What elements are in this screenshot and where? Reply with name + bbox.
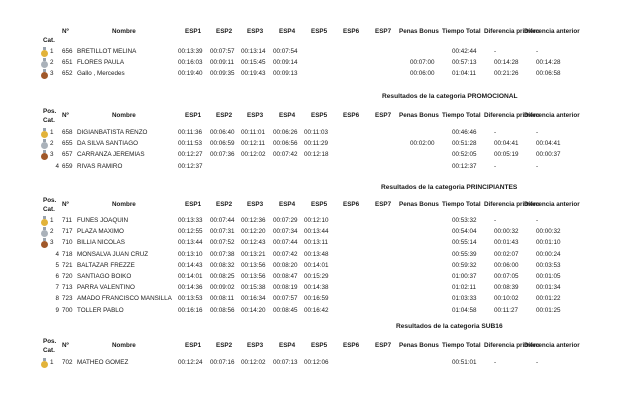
bronze-medal-icon xyxy=(41,69,48,79)
stage-time-esp5: 00:13:11 xyxy=(304,239,329,247)
total-time: 00:55:39 xyxy=(452,250,477,258)
header-dif-primero: Diferencia primero xyxy=(484,342,540,349)
header-esp6: ESP6 xyxy=(343,201,360,208)
stage-time-esp2: 00:07:16 xyxy=(210,359,235,366)
table-row xyxy=(0,70,620,81)
stage-time-esp4: 00:08:19 xyxy=(273,284,298,292)
position: 2 xyxy=(50,140,54,148)
header-esp5: ESP5 xyxy=(311,342,328,349)
rider-name: PLAZA MAXIMO xyxy=(77,228,124,236)
stage-time-esp2: 00:09:11 xyxy=(210,59,235,67)
stage-time-esp5: 00:16:59 xyxy=(304,295,329,303)
table-row xyxy=(0,284,620,295)
stage-time-esp1: 00:14:36 xyxy=(178,284,203,292)
bib-number: 721 xyxy=(62,261,73,269)
stage-time-esp5: 00:15:29 xyxy=(304,273,329,280)
bib-number: 652 xyxy=(62,70,73,78)
bronze-medal-icon xyxy=(41,150,48,160)
header-esp5: ESP5 xyxy=(311,28,328,35)
gap-previous: 00:00:24 xyxy=(536,250,561,258)
stage-time-esp4: 00:06:56 xyxy=(273,140,298,148)
gap-previous: 00:04:41 xyxy=(536,140,561,148)
table-row xyxy=(0,307,620,318)
position: 3 xyxy=(50,70,54,78)
gap-previous: 00:01:10 xyxy=(536,239,561,247)
silver-medal-icon xyxy=(41,139,48,149)
stage-time-esp1: 00:12:37 xyxy=(178,162,203,170)
header-esp3: ESP3 xyxy=(247,201,264,208)
stage-time-esp1: 00:12:24 xyxy=(178,359,203,366)
gap-previous: 00:00:37 xyxy=(536,151,561,159)
stage-time-esp5: 00:11:29 xyxy=(304,140,329,148)
bib-number: 717 xyxy=(62,228,73,236)
bib-number: 655 xyxy=(62,140,73,148)
stage-time-esp4: 00:08:20 xyxy=(273,261,298,269)
table-row xyxy=(0,228,620,239)
gold-medal-icon xyxy=(41,216,48,226)
penalty-bonus: 00:06:00 xyxy=(410,70,435,78)
stage-time-esp1: 00:16:03 xyxy=(178,59,203,67)
header-num: Nº xyxy=(62,112,69,119)
stage-time-esp2: 00:08:25 xyxy=(210,273,235,280)
header-esp4: ESP4 xyxy=(279,201,296,208)
gap-first: 00:21:26 xyxy=(494,70,519,78)
penalty-bonus: 00:02:00 xyxy=(410,140,435,148)
stage-time-esp2: 00:07:38 xyxy=(210,250,235,258)
stage-time-esp4: 00:07:57 xyxy=(273,295,298,303)
table-row xyxy=(0,48,620,59)
stage-time-esp5: 00:14:01 xyxy=(304,261,329,269)
bib-number: 718 xyxy=(62,250,73,258)
silver-medal-icon xyxy=(41,58,48,68)
total-time: 01:03:33 xyxy=(452,295,477,303)
stage-time-esp5: 00:14:38 xyxy=(304,284,329,292)
bib-number: 713 xyxy=(62,284,73,292)
bib-number: 700 xyxy=(62,306,73,314)
stage-time-esp2: 00:06:59 xyxy=(210,140,235,148)
gap-previous: - xyxy=(536,48,539,55)
header-esp1: ESP1 xyxy=(185,201,202,208)
total-time: 00:53:32 xyxy=(452,217,477,224)
header-esp6: ESP6 xyxy=(343,112,360,119)
header-pos-cat: Pos. Cat. xyxy=(43,338,57,354)
header-total: Tiempo Total xyxy=(442,112,481,119)
total-time: 01:00:37 xyxy=(452,273,477,280)
header-dif-anterior: Diferencia anterior xyxy=(524,201,580,208)
total-time: 00:46:46 xyxy=(452,129,477,136)
stage-time-esp4: 00:08:47 xyxy=(273,273,298,280)
stage-time-esp2: 00:06:40 xyxy=(210,129,235,136)
category-title: Resultados de la categoria PROMOCIONAL xyxy=(382,93,518,100)
total-time: 01:04:58 xyxy=(452,306,477,314)
total-time: 00:52:05 xyxy=(452,151,477,159)
table-row xyxy=(0,251,620,262)
position: 3 xyxy=(50,151,54,159)
total-time: 01:04:11 xyxy=(452,70,477,78)
stage-time-esp4: 00:09:14 xyxy=(273,59,298,67)
bib-number: 720 xyxy=(62,273,73,280)
stage-time-esp1: 00:13:44 xyxy=(178,239,203,247)
stage-time-esp2: 00:07:57 xyxy=(210,48,235,55)
stage-time-esp3: 00:12:36 xyxy=(241,217,266,224)
bib-number: 710 xyxy=(62,239,73,247)
header-esp6: ESP6 xyxy=(343,28,360,35)
table-row xyxy=(0,129,620,140)
category-title: Resultados de la categoria PRINCIPIANTES xyxy=(381,184,518,191)
header-esp3: ESP3 xyxy=(247,342,264,349)
stage-time-esp5: 00:13:48 xyxy=(304,250,329,258)
header-dif-anterior: Diferencia anterior xyxy=(524,342,580,349)
gap-previous: 00:14:28 xyxy=(536,59,561,67)
table-row xyxy=(0,217,620,228)
stage-time-esp1: 00:19:40 xyxy=(178,70,203,78)
header-num: Nº xyxy=(62,28,69,35)
stage-time-esp3: 00:13:14 xyxy=(241,48,266,55)
stage-time-esp3: 00:13:21 xyxy=(241,250,266,258)
penalty-bonus: 00:07:00 xyxy=(410,59,435,67)
gap-first: 00:11:27 xyxy=(494,306,519,314)
rider-name: BRETILLOT MELINA xyxy=(77,48,137,55)
gap-previous: 00:01:25 xyxy=(536,306,561,314)
header-total: Tiempo Total xyxy=(442,201,481,208)
stage-time-esp4: 00:07:42 xyxy=(273,151,298,159)
stage-time-esp4: 00:06:26 xyxy=(273,129,298,136)
stage-time-esp4: 00:07:42 xyxy=(273,250,298,258)
header-pos-cat: Cat. xyxy=(43,37,55,44)
gap-previous: 00:01:05 xyxy=(536,273,561,280)
header-num: Nº xyxy=(62,201,69,208)
table-row xyxy=(0,295,620,306)
gap-first: 00:00:32 xyxy=(494,228,519,236)
gap-first: 00:10:02 xyxy=(494,295,519,303)
header-esp1: ESP1 xyxy=(185,342,202,349)
stage-time-esp4: 00:07:13 xyxy=(273,359,298,366)
header-name: Nombre xyxy=(112,112,136,119)
stage-time-esp3: 00:12:02 xyxy=(241,359,266,366)
header-pos-cat: Pos. Cat. xyxy=(43,108,57,124)
bib-number: 723 xyxy=(62,295,73,303)
gap-previous: 00:00:32 xyxy=(536,228,561,236)
rider-name: BALTAZAR FREZZE xyxy=(77,261,135,269)
bib-number: 651 xyxy=(62,59,73,67)
gap-first: - xyxy=(494,48,497,55)
rider-name: Gallo , Mercedes xyxy=(77,70,125,78)
stage-time-esp3: 00:15:45 xyxy=(241,59,266,67)
header-pos-cat: Pos. Cat. xyxy=(43,197,57,213)
header-penas: Penas Bonus xyxy=(399,342,439,349)
position: 4 xyxy=(55,162,59,170)
gap-previous: 00:03:53 xyxy=(536,261,561,269)
position: 4 xyxy=(55,250,59,258)
stage-time-esp3: 00:14:20 xyxy=(241,306,266,314)
total-time: 00:57:13 xyxy=(452,59,477,67)
stage-time-esp1: 00:13:33 xyxy=(178,217,203,224)
stage-time-esp4: 00:07:54 xyxy=(273,48,298,55)
rider-name: FLORES PAULA xyxy=(77,59,125,67)
stage-time-esp3: 00:12:43 xyxy=(241,239,266,247)
position: 5 xyxy=(55,261,59,269)
stage-time-esp1: 00:11:36 xyxy=(178,129,203,136)
stage-time-esp2: 00:07:44 xyxy=(210,217,235,224)
header-dif-anterior: Diferencia anterior xyxy=(524,28,580,35)
bib-number: 656 xyxy=(62,48,73,55)
gap-previous: - xyxy=(536,359,539,366)
position: 2 xyxy=(50,59,54,67)
position: 3 xyxy=(50,239,54,247)
total-time: 00:55:14 xyxy=(452,239,477,247)
table-header xyxy=(0,107,620,127)
stage-time-esp3: 00:12:11 xyxy=(241,140,266,148)
bib-number: 702 xyxy=(62,359,73,366)
table-row xyxy=(0,359,620,370)
stage-time-esp1: 00:14:01 xyxy=(178,273,203,280)
stage-time-esp5: 00:12:06 xyxy=(304,359,329,366)
stage-time-esp1: 00:11:53 xyxy=(178,140,203,148)
rider-name: CARRANZA JEREMIAS xyxy=(77,151,145,159)
stage-time-esp3: 00:13:56 xyxy=(241,261,266,269)
gap-first: 00:04:41 xyxy=(494,140,519,148)
gap-first: 00:01:43 xyxy=(494,239,519,247)
position: 1 xyxy=(50,48,54,55)
gap-previous: 00:06:58 xyxy=(536,70,561,78)
gap-first: 00:02:07 xyxy=(494,250,519,258)
header-esp2: ESP2 xyxy=(216,342,233,349)
header-esp5: ESP5 xyxy=(311,112,328,119)
position: 6 xyxy=(55,273,59,280)
stage-time-esp2: 00:09:02 xyxy=(210,284,235,292)
header-esp2: ESP2 xyxy=(216,201,233,208)
gap-first: 00:07:05 xyxy=(494,273,519,280)
category-title: Resultados de la categoria SUB16 xyxy=(396,323,503,330)
bronze-medal-icon xyxy=(41,238,48,248)
gap-first: - xyxy=(494,129,497,136)
stage-time-esp1: 00:13:10 xyxy=(178,250,203,258)
total-time: 00:42:44 xyxy=(452,48,477,55)
stage-time-esp5: 00:12:10 xyxy=(304,217,329,224)
stage-time-esp2: 00:09:35 xyxy=(210,70,235,78)
stage-time-esp2: 00:07:52 xyxy=(210,239,235,247)
header-esp4: ESP4 xyxy=(279,342,296,349)
table-row xyxy=(0,163,620,174)
stage-time-esp5: 00:12:18 xyxy=(304,151,329,159)
header-name: Nombre xyxy=(112,28,136,35)
bib-number: 658 xyxy=(62,129,73,136)
header-esp3: ESP3 xyxy=(247,28,264,35)
stage-time-esp3: 00:19:43 xyxy=(241,70,266,78)
stage-time-esp1: 00:13:39 xyxy=(178,48,203,55)
gap-previous: - xyxy=(536,162,539,170)
rider-name: MATHEO GOMEZ xyxy=(77,359,129,366)
stage-time-esp2: 00:08:56 xyxy=(210,306,235,314)
stage-time-esp1: 00:16:16 xyxy=(178,306,203,314)
header-dif-primero: Diferencia primero xyxy=(484,28,540,35)
header-dif-primero: Diferencia primero xyxy=(484,201,540,208)
position: 1 xyxy=(50,359,54,366)
header-total: Tiempo Total xyxy=(442,28,481,35)
header-esp2: ESP2 xyxy=(216,28,233,35)
rider-name: SANTIAGO BOIKO xyxy=(77,273,132,280)
position: 1 xyxy=(50,129,54,136)
rider-name: DA SILVA SANTIAGO xyxy=(77,140,139,148)
gap-previous: - xyxy=(536,129,539,136)
header-name: Nombre xyxy=(112,201,136,208)
stage-time-esp2: 00:07:36 xyxy=(210,151,235,159)
header-dif-anterior: Diferencia anterior xyxy=(524,112,580,119)
stage-time-esp3: 00:12:02 xyxy=(241,151,266,159)
header-esp4: ESP4 xyxy=(279,112,296,119)
silver-medal-icon xyxy=(41,227,48,237)
header-total: Tiempo Total xyxy=(442,342,481,349)
header-num: Nº xyxy=(62,342,69,349)
stage-time-esp1: 00:14:43 xyxy=(178,261,203,269)
rider-name: PARRA VALENTINO xyxy=(77,284,135,292)
table-header xyxy=(0,28,620,48)
stage-time-esp3: 00:12:20 xyxy=(241,228,266,236)
bib-number: 711 xyxy=(62,217,73,224)
position: 7 xyxy=(55,284,59,292)
header-esp3: ESP3 xyxy=(247,112,264,119)
gap-first: 00:14:28 xyxy=(494,59,519,67)
bib-number: 657 xyxy=(62,151,73,159)
stage-time-esp2: 00:07:31 xyxy=(210,228,235,236)
stage-time-esp3: 00:15:38 xyxy=(241,284,266,292)
gap-first: - xyxy=(494,162,497,170)
table-row xyxy=(0,59,620,70)
total-time: 00:54:04 xyxy=(452,228,477,236)
total-time: 00:51:28 xyxy=(452,140,477,148)
stage-time-esp3: 00:16:34 xyxy=(241,295,266,303)
gap-previous: 00:01:22 xyxy=(536,295,561,303)
gap-first: 00:06:00 xyxy=(494,261,519,269)
stage-time-esp5: 00:11:03 xyxy=(304,129,329,136)
rider-name: DIGIANBATISTA RENZO xyxy=(77,129,148,136)
total-time: 00:51:01 xyxy=(452,359,477,366)
stage-time-esp4: 00:07:34 xyxy=(273,228,298,236)
stage-time-esp4: 00:09:13 xyxy=(273,70,298,78)
stage-time-esp4: 00:07:44 xyxy=(273,239,298,247)
stage-time-esp5: 00:16:42 xyxy=(304,306,329,314)
header-esp1: ESP1 xyxy=(185,112,202,119)
stage-time-esp4: 00:08:45 xyxy=(273,306,298,314)
gold-medal-icon xyxy=(41,128,48,138)
stage-time-esp5: 00:13:44 xyxy=(304,228,329,236)
header-penas: Penas Bonus xyxy=(399,112,439,119)
header-esp7: ESP7 xyxy=(375,342,392,349)
rider-name: AMADO FRANCISCO MANSILLA xyxy=(77,295,172,303)
gap-first: - xyxy=(494,217,497,224)
position: 8 xyxy=(55,295,59,303)
header-dif-primero: Diferencia primero xyxy=(484,112,540,119)
total-time: 00:59:32 xyxy=(452,261,477,269)
rider-name: RIVAS RAMIRO xyxy=(77,162,123,170)
gold-medal-icon xyxy=(41,358,48,368)
total-time: 01:02:11 xyxy=(452,284,477,292)
header-esp4: ESP4 xyxy=(279,28,296,35)
total-time: 00:12:37 xyxy=(452,162,477,170)
header-penas: Penas Bonus xyxy=(399,201,439,208)
header-esp7: ESP7 xyxy=(375,201,392,208)
table-row xyxy=(0,239,620,250)
table-row xyxy=(0,262,620,273)
rider-name: MONSALVA JUAN CRUZ xyxy=(77,250,149,258)
gold-medal-icon xyxy=(41,47,48,57)
header-name: Nombre xyxy=(112,342,136,349)
gap-first: 00:08:39 xyxy=(494,284,519,292)
rider-name: BILLIA NICOLAS xyxy=(77,239,125,247)
position: 9 xyxy=(55,306,59,314)
gap-previous: 00:01:34 xyxy=(536,284,561,292)
stage-time-esp2: 00:08:11 xyxy=(210,295,235,303)
header-esp5: ESP5 xyxy=(311,201,328,208)
table-header xyxy=(0,337,620,357)
table-row xyxy=(0,273,620,284)
bib-number: 659 xyxy=(62,162,73,170)
position: 2 xyxy=(50,228,54,236)
table-row xyxy=(0,151,620,162)
gap-first: - xyxy=(494,359,497,366)
header-esp6: ESP6 xyxy=(343,342,360,349)
gap-previous: - xyxy=(536,217,539,224)
stage-time-esp1: 00:12:27 xyxy=(178,151,203,159)
stage-time-esp3: 00:11:01 xyxy=(241,129,266,136)
stage-time-esp3: 00:13:56 xyxy=(241,273,266,280)
rider-name: TOLLER PABLO xyxy=(77,306,124,314)
table-header xyxy=(0,196,620,216)
stage-time-esp1: 00:12:55 xyxy=(178,228,203,236)
header-esp7: ESP7 xyxy=(375,112,392,119)
header-esp2: ESP2 xyxy=(216,112,233,119)
stage-time-esp1: 00:13:53 xyxy=(178,295,203,303)
stage-time-esp2: 00:08:32 xyxy=(210,261,235,269)
rider-name: FUNES JOAQUIN xyxy=(77,217,129,224)
stage-time-esp4: 00:07:29 xyxy=(273,217,298,224)
position: 1 xyxy=(50,217,54,224)
header-penas: Penas Bonus xyxy=(399,28,439,35)
gap-first: 00:05:19 xyxy=(494,151,519,159)
header-esp1: ESP1 xyxy=(185,28,202,35)
header-esp7: ESP7 xyxy=(375,28,392,35)
table-row xyxy=(0,140,620,151)
